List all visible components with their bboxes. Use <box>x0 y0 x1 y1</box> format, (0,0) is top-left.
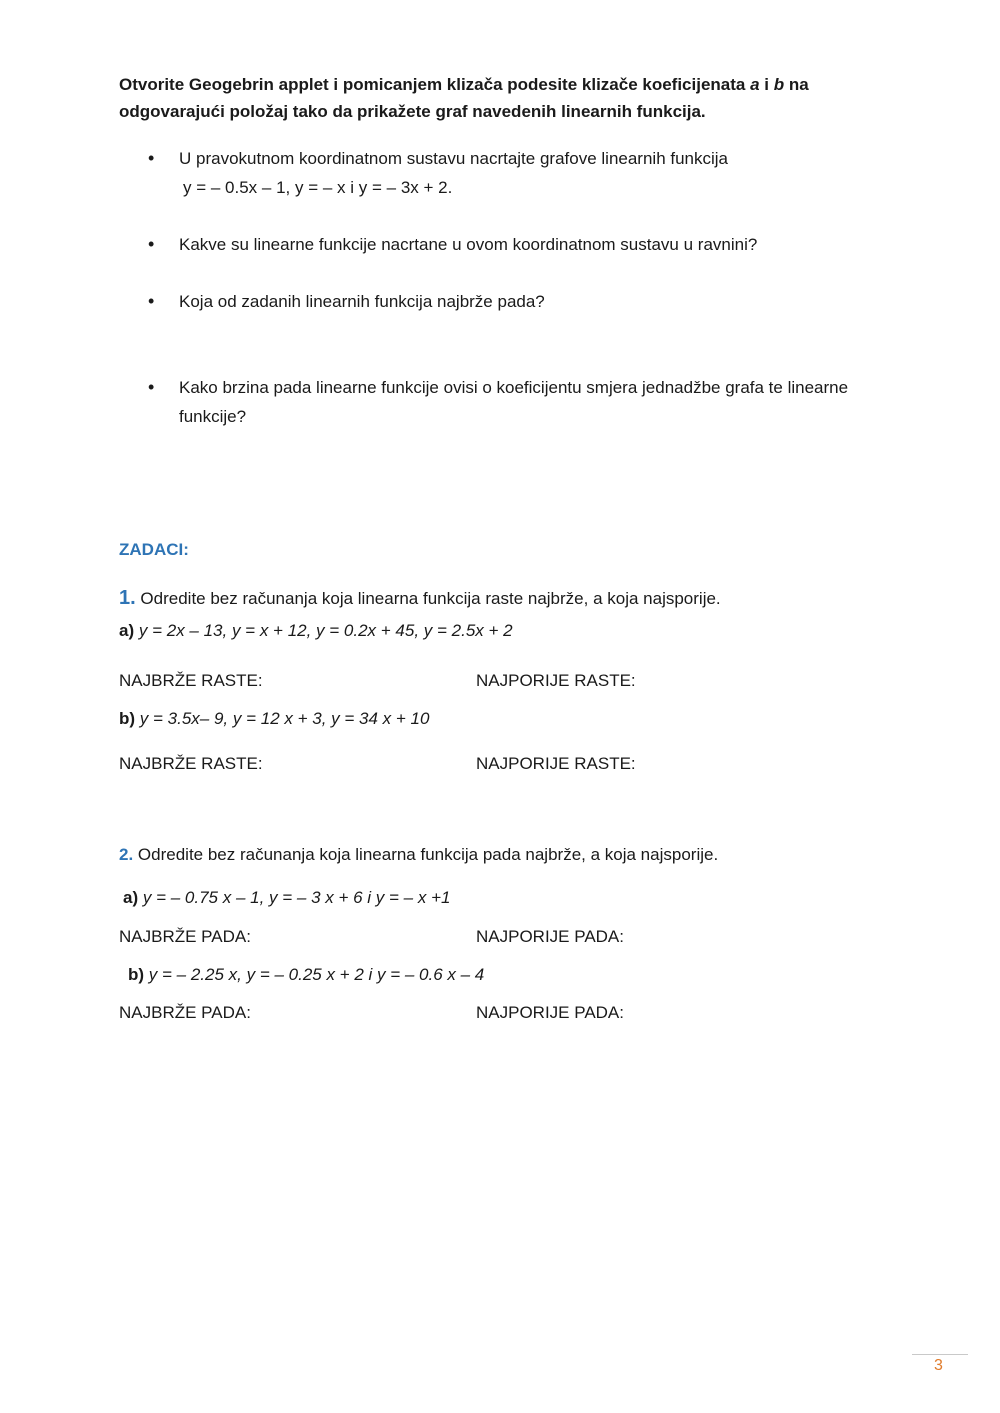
bullet-dot-icon: • <box>148 234 155 254</box>
page-number: 3 <box>934 1357 943 1374</box>
bullet-text: U pravokutnom koordinatnom sustavu nacrtajte grafove linearnih funkcija <box>179 149 729 168</box>
bullet-text: Kako brzina pada linearne funkcije ovisi o koeficijentu smjera jednadžbe grafa te linearne funkcije? <box>179 378 849 426</box>
intro-var-b: b <box>773 75 785 94</box>
task1-b <box>119 707 429 731</box>
section-heading: ZADACI: <box>119 540 189 559</box>
task2-a-formula: y = – 0.75 x – 1, y = – 3 x + 6 i y = – x +1 <box>142 888 451 907</box>
task1-a-fastest-label: NAJBRŽE RASTE: <box>119 671 263 690</box>
task1-b-formula: y = 3.5x– 9, y = 12 x + 3, y = 34 x + 10 <box>139 709 430 728</box>
task2-prompt-text: Odredite bez računanja koja linearna funkcija pada najbrže, a koja najsporije. <box>137 845 719 864</box>
task2-b-label: b) <box>128 965 145 984</box>
task2-b <box>128 963 484 987</box>
task1-b-label: b) <box>119 709 136 728</box>
task1-prompt-text: Odredite bez računanja koja linearna funkcija raste najbrže, a koja najsporije. <box>140 589 721 608</box>
intro-var-a: a <box>750 75 760 94</box>
intro-instructions <box>119 71 859 125</box>
task2-a <box>123 886 450 910</box>
bullet-text: Kakve su linearne funkcije nacrtane u ovom koordinatnom sustavu u ravnini? <box>179 235 758 254</box>
task2-b-formula: y = – 2.25 x, y = – 0.25 x + 2 i y = – 0.6 x – 4 <box>148 965 485 984</box>
task1-b-slowest-label: NAJPORIJE RASTE: <box>476 754 636 773</box>
bullet-formula: y = – 0.5x – 1, y = – x i y = – 3x + 2. <box>183 178 453 197</box>
task2-a-fastest-label: NAJBRŽE PADA: <box>119 927 251 946</box>
bullet-dot-icon: • <box>148 377 155 397</box>
task2-prompt <box>119 843 718 867</box>
task1-a <box>119 619 513 643</box>
task2-number: 2. <box>119 845 134 864</box>
footer-divider <box>912 1354 968 1355</box>
intro-text-part1: Otvorite Geogebrin applet i pomicanjem klizača podesite klizače koeficijenata <box>119 75 751 94</box>
intro-text-part3: na odgovarajući položaj tako da prikažete graf navedenih linearnih funkcija. <box>119 75 809 121</box>
task1-number: 1. <box>119 587 136 609</box>
task1-a-label: a) <box>119 621 135 640</box>
bullet-text: Koja od zadanih linearnih funkcija najbrže pada? <box>179 292 545 311</box>
bullet-dot-icon: • <box>148 148 155 168</box>
task1-a-slowest-label: NAJPORIJE RASTE: <box>476 671 636 690</box>
bullet-dot-icon: • <box>148 291 155 311</box>
task2-a-label: a) <box>123 888 139 907</box>
intro-text-part2: i <box>759 75 774 94</box>
task2-b-fastest-label: NAJBRŽE PADA: <box>119 1003 251 1022</box>
task2-a-slowest-label: NAJPORIJE PADA: <box>476 927 624 946</box>
task2-b-slowest-label: NAJPORIJE PADA: <box>476 1003 624 1022</box>
task1-a-formula: y = 2x – 13, y = x + 12, y = 0.2x + 45, y = 2.5x + 2 <box>138 621 513 640</box>
task1-prompt <box>119 586 721 611</box>
task1-b-fastest-label: NAJBRŽE RASTE: <box>119 754 263 773</box>
